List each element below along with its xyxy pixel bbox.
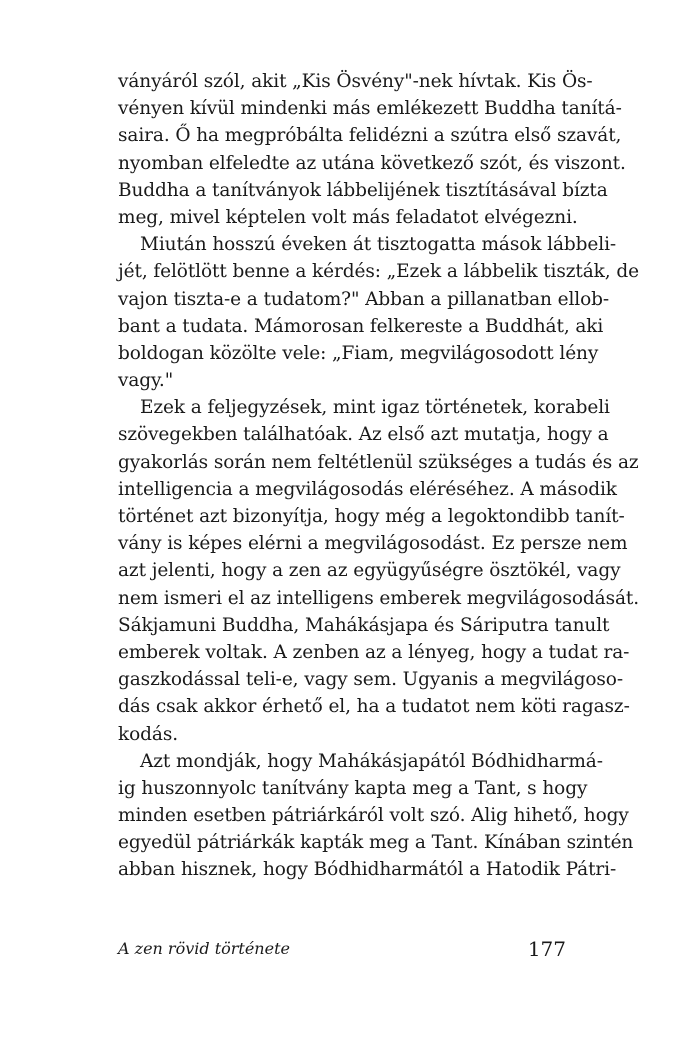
text-line: ig huszonnyolc tanítvány kapta meg a Tant, s hogy <box>118 777 588 799</box>
text-line: jét, felötlött benne a kérdés: „Ezek a lábbelik tiszták, de <box>118 261 639 283</box>
text-line: kodás. <box>118 723 178 745</box>
text-line: vényen kívül mindenki más emlékezett Buddha tanítá- <box>118 98 622 120</box>
text-line: nem ismeri el az intelligens emberek megvilágosodását. <box>118 587 640 609</box>
text-line: abban hisznek, hogy Bódhidharmától a Hatodik Pátri- <box>118 859 617 881</box>
text-line: emberek voltak. A zenben az a lényeg, hogy a tudat ra- <box>118 641 630 663</box>
text-line: Azt mondják, hogy Mahákásjapától Bódhidharmá- <box>140 750 603 772</box>
text-line: egyedül pátriárkák kapták meg a Tant. Kínában szintén <box>118 832 634 854</box>
text-line: nyomban elfeledte az utána következő szót, és viszont. <box>118 152 626 174</box>
text-line: ványáról szól, akit „Kis Ösvény"-nek hívtak. Kis Ös- <box>118 71 593 92</box>
text-line: vajon tiszta-e a tudatom?" Abban a pillanatban ellob- <box>118 288 610 310</box>
text-line: Sákjamuni Buddha, Mahákásjapa és Sáriputra tanult <box>118 614 610 636</box>
text-line: vagy." <box>118 370 174 392</box>
text-line: vány is képes elérni a megvilágosodást. Ez persze nem <box>118 533 628 555</box>
page-footer <box>118 934 566 964</box>
text-line: minden esetben pátriárkáról volt szó. Alig hihető, hogy <box>118 805 629 827</box>
text-line: Buddha a tanítványok lábbelijének tisztításával bízta <box>118 179 608 201</box>
text-line: gaszkodással teli-e, vagy sem. Ugyanis a megvilágoso- <box>118 669 623 691</box>
text-line: dás csak akkor érhető el, ha a tudatot nem köti ragasz- <box>118 696 630 718</box>
text-line: meg, mivel képtelen volt más feladatot elvégezni. <box>118 206 578 228</box>
body-text <box>118 68 640 884</box>
text-line: történet azt bizonyítja, hogy még a legoktondibb tanít- <box>118 506 625 527</box>
text-line: szövegekben találhatóak. Az első azt mutatja, hogy a <box>118 424 609 446</box>
running-title: A zen rövid története <box>118 939 290 958</box>
text-line: bant a tudata. Mámorosan felkereste a Buddhát, aki <box>118 315 604 337</box>
text-line: gyakorlás során nem feltétlenül szükséges a tudás és az <box>118 451 639 473</box>
text-line: saira. Ő ha megpróbálta felidézni a szútra első szavát, <box>118 125 622 147</box>
text-line: Miután hosszú éveken át tisztogatta mások lábbeli- <box>140 234 617 256</box>
page-number: 177 <box>527 937 566 961</box>
text-line: Ezek a feljegyzések, mint igaz történetek, korabeli <box>140 397 610 419</box>
text-line: azt jelenti, hogy a zen az együgyűségre ösztökél, vagy <box>118 560 621 582</box>
text-line: intelligencia a megvilágosodás eléréséhez. A második <box>118 478 617 500</box>
text-line: boldogan közölte vele: „Fiam, megvilágosodott lény <box>118 342 599 364</box>
